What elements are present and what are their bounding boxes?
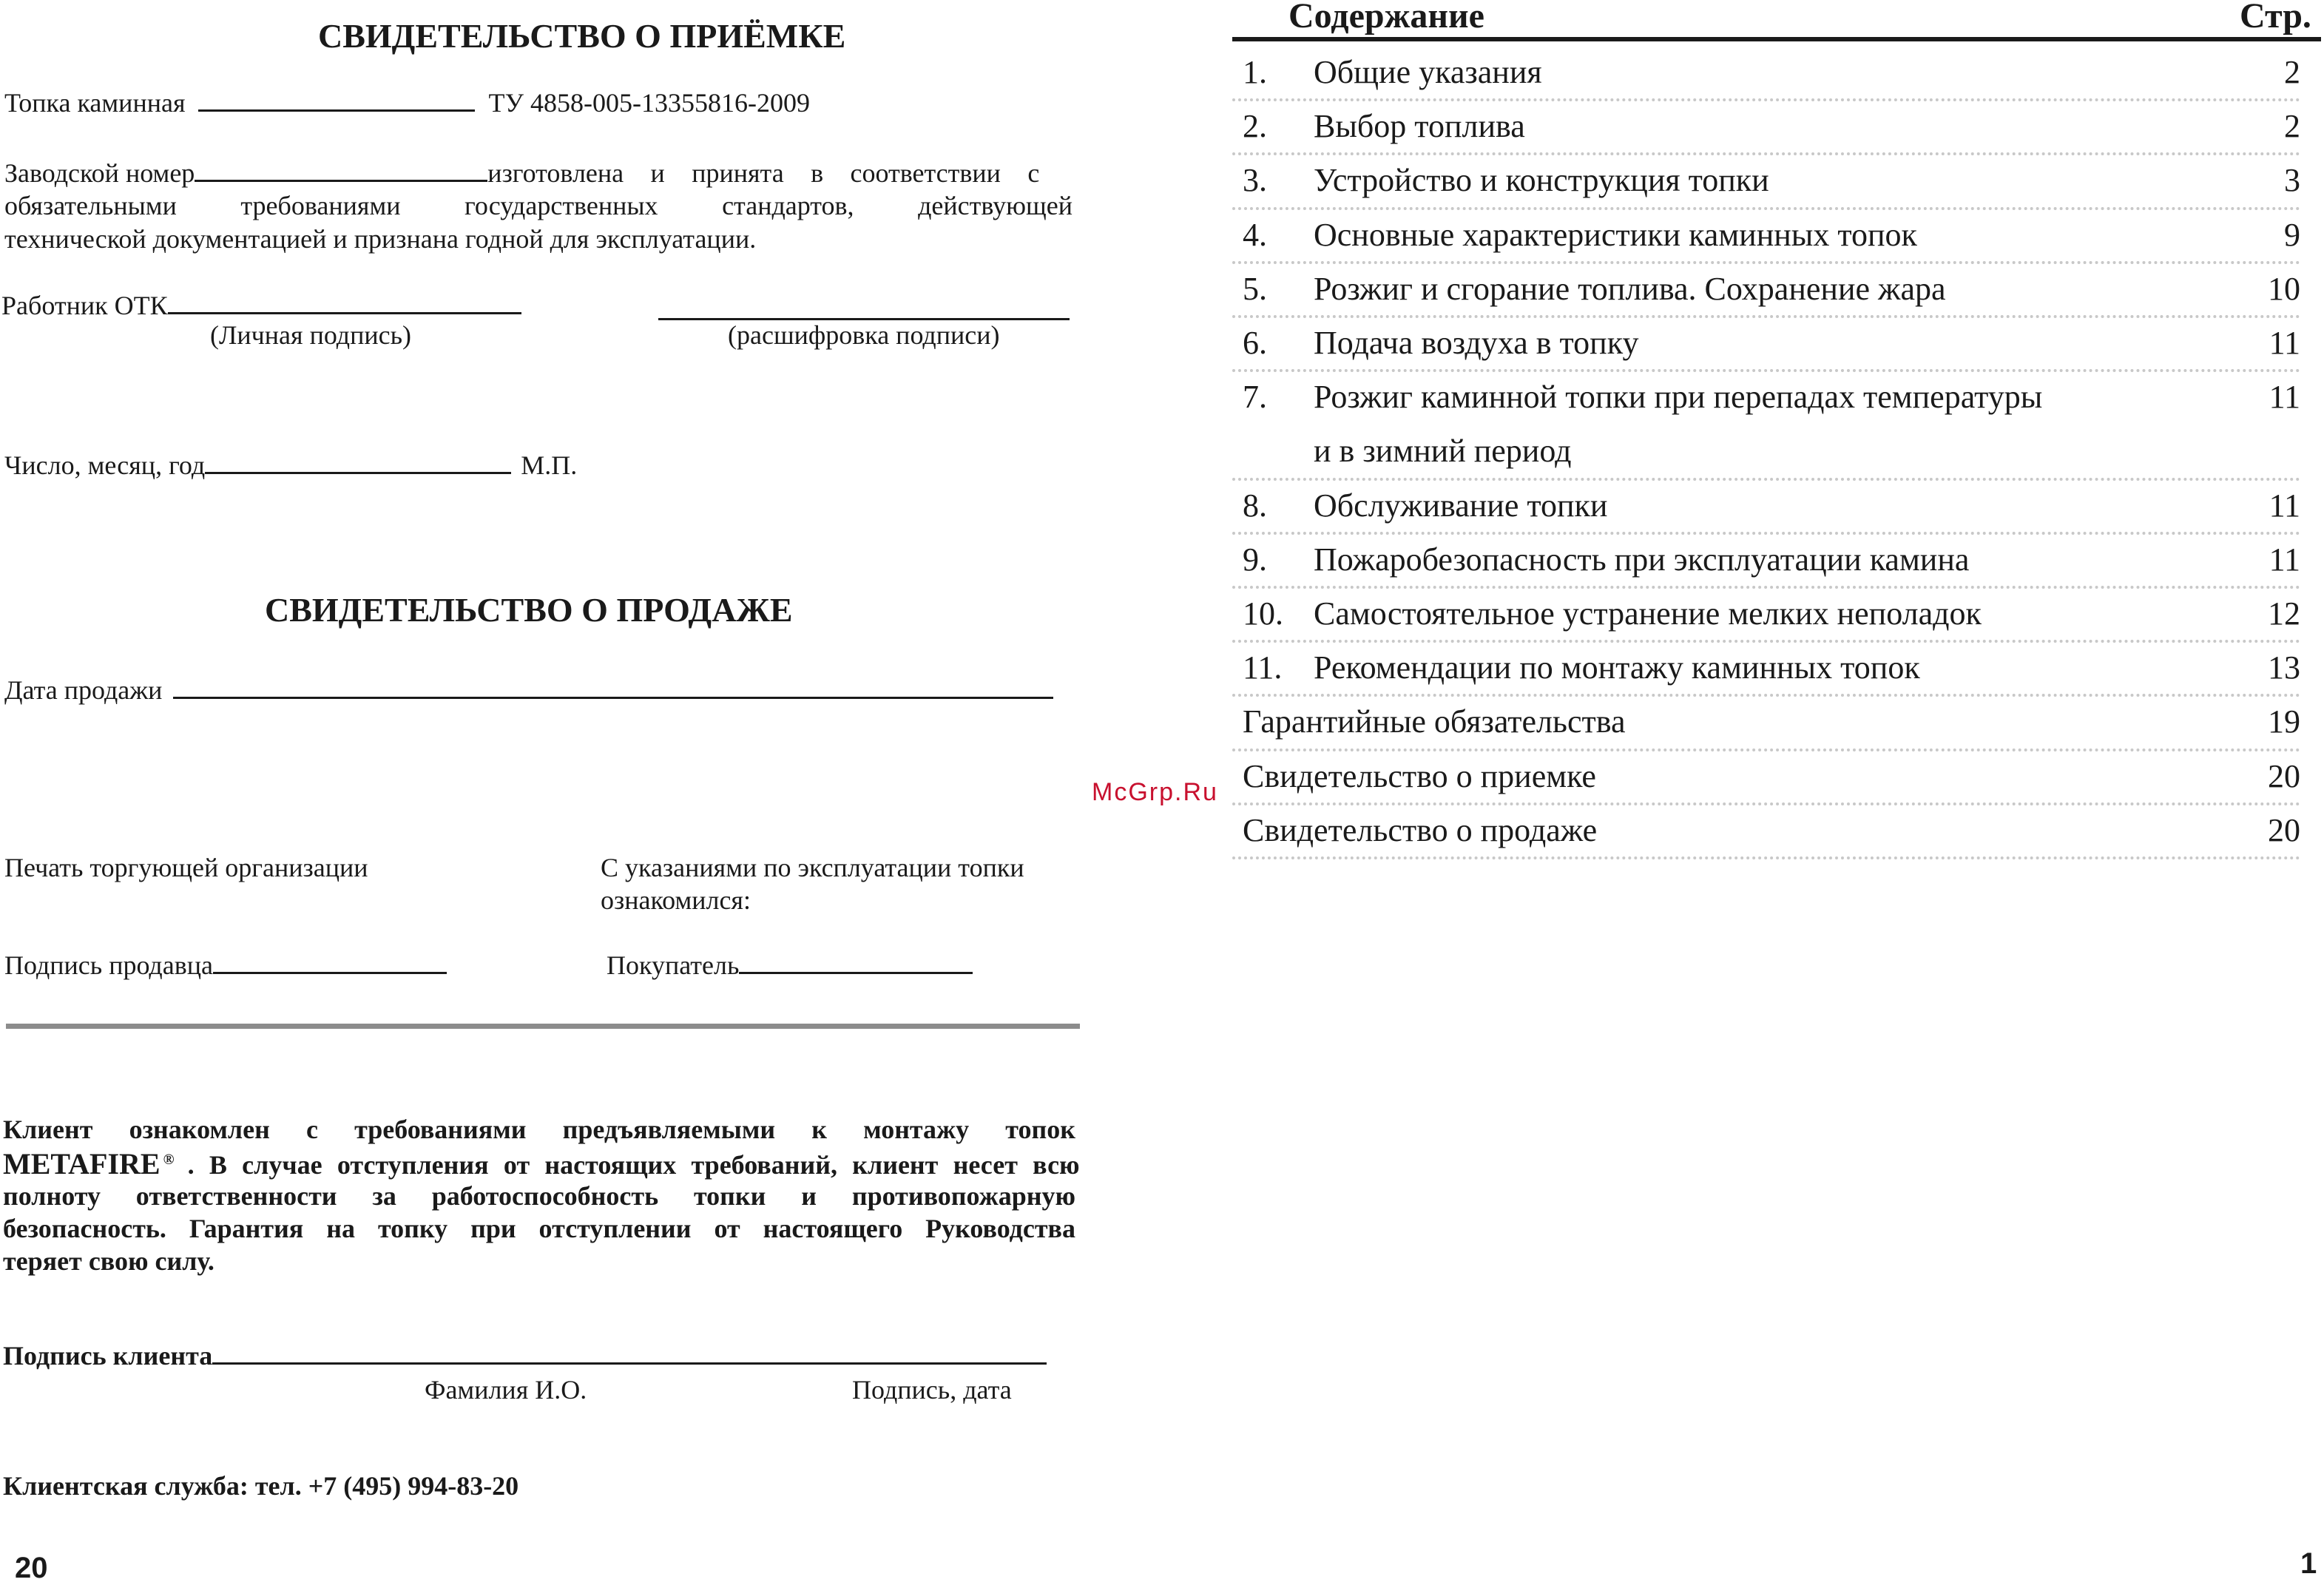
qc-line — [1, 290, 521, 321]
seller-sig-label: Подпись продавца — [4, 950, 213, 980]
firebox-blank[interactable] — [198, 87, 475, 112]
serial-label: Заводской номер — [4, 158, 195, 188]
toc-item-number: 3. — [1243, 162, 1267, 199]
toc-item-title: Розжиг и сгорание топлива. Сохранение жара — [1314, 270, 1946, 307]
notice-line-5: теряет свою силу. — [3, 1246, 215, 1276]
toc-item-title: Свидетельство о приемке — [1243, 757, 1596, 794]
toc-item-page: 11 — [2269, 325, 2300, 361]
toc-item-title: Пожаробезопасность при эксплуатации камина — [1314, 541, 1970, 578]
toc-item-page: 3 — [2284, 162, 2300, 199]
toc-item-title: Выбор топлива — [1314, 108, 1525, 145]
notice-line-3: полноту ответственности за работоспособность топки и противопожарную — [3, 1181, 1075, 1211]
toc-item-title: Розжиг каминной топки при перепадах температуры — [1314, 379, 2043, 416]
toc-item-page: 19 — [2268, 703, 2300, 740]
toc-item-page: 11 — [2269, 379, 2300, 416]
buyer-blank[interactable] — [739, 950, 973, 974]
toc-item-number: 6. — [1243, 325, 1267, 361]
page-number-right: 1 — [2300, 1547, 2317, 1580]
toc-item-title: Общие указания — [1314, 54, 1542, 90]
toc-item[interactable] — [1232, 533, 2300, 587]
serial-blank[interactable] — [195, 158, 487, 182]
toc-item-title: Самостоятельное устранение мелких неполадок — [1314, 595, 1982, 632]
toc-item-title: Основные характеристики каминных топок — [1314, 216, 1917, 253]
notice-line-4: безопасность. Гарантия на топку при отступлении от настоящего Руководства — [3, 1214, 1075, 1243]
client-sig-line — [3, 1340, 1047, 1371]
toc-item-title: Свидетельство о продаже — [1243, 811, 1598, 848]
toc-item[interactable] — [1232, 371, 2300, 425]
spec-text: ТУ 4858-005-13355816-2009 — [488, 88, 810, 118]
shop-stamp: Печать торгующей организации — [4, 853, 368, 882]
toc-item-page: 2 — [2284, 108, 2300, 145]
page-number-left: 20 — [15, 1552, 48, 1584]
toc-item-title: и в зимний период — [1314, 433, 1572, 470]
toc-item[interactable] — [1232, 317, 2300, 371]
serial-text-3: технической документацией и признана годной для эксплуатации. — [4, 224, 757, 254]
toc-item-page: 11 — [2269, 487, 2300, 524]
watermark: McGrp.Ru — [1092, 778, 1218, 806]
toc-dotted-separator — [1232, 856, 2300, 859]
registered-mark: ® — [163, 1152, 175, 1168]
toc-item-title: Рекомендации по монтажу каминных топок — [1314, 649, 1920, 686]
sale-date-label: Дата продажи — [4, 675, 163, 705]
client-sig-blank[interactable] — [212, 1340, 1047, 1365]
section-divider — [6, 1024, 1080, 1029]
serial-line — [4, 158, 1073, 189]
buyer-label: Покупатель — [607, 950, 740, 980]
toc-item-number: 2. — [1243, 108, 1267, 145]
toc-item-number: 8. — [1243, 487, 1267, 524]
qc-label: Работник ОТК — [1, 291, 168, 320]
seller-sig-blank[interactable] — [213, 950, 447, 974]
sale-title: СВИДЕТЕЛЬСТВО О ПРОДАЖЕ — [265, 591, 793, 629]
firebox-line — [4, 87, 810, 118]
toc-item-page: 20 — [2268, 811, 2300, 848]
date-line — [4, 450, 577, 481]
sig-date-caption: Подпись, дата — [852, 1375, 1012, 1405]
sale-date-line — [4, 675, 1053, 706]
toc-item-title: Обслуживание топки — [1314, 487, 1608, 524]
toc-item[interactable] — [1232, 46, 2300, 100]
toc-header: Содержание — [1288, 0, 1484, 36]
toc-item-page: 11 — [2269, 541, 2300, 578]
toc-item[interactable] — [1232, 695, 2300, 749]
toc-item[interactable] — [1232, 479, 2300, 533]
toc-item[interactable] — [1232, 641, 2300, 695]
instructions-1: С указаниями по эксплуатации топки — [601, 853, 1024, 882]
notice-line-2-wrap — [3, 1146, 1080, 1181]
buyer-line — [607, 950, 973, 981]
instructions-2: ознакомился: — [601, 885, 751, 915]
toc-item-page: 2 — [2284, 54, 2300, 90]
brand-name: METAFIRE — [3, 1147, 161, 1180]
toc-item[interactable] — [1232, 750, 2300, 804]
toc-item-title: Гарантийные обязательства — [1243, 703, 1626, 740]
toc-item-number: 7. — [1243, 379, 1267, 416]
seller-line — [4, 950, 447, 981]
toc-item[interactable] — [1232, 263, 2300, 317]
client-sig-label: Подпись клиента — [3, 1341, 213, 1371]
notice-line-1: Клиент ознакомлен с требованиями предъявляемыми к монтажу топок — [3, 1115, 1075, 1144]
toc-item-number: 5. — [1243, 270, 1267, 307]
name-caption: Фамилия И.О. — [425, 1375, 587, 1405]
serial-text-2: обязательными требованиями государственных стандартов, действующей — [4, 191, 1073, 220]
toc-item-number: 1. — [1243, 54, 1267, 90]
toc-item-page: 10 — [2268, 270, 2300, 307]
firebox-label: Топка каминная — [4, 88, 186, 118]
toc-item-title: Устройство и конструкция топки — [1314, 162, 1769, 199]
toc-item-number: 9. — [1243, 541, 1267, 578]
toc-item-page: 20 — [2268, 757, 2300, 794]
qc-signature-blank[interactable] — [168, 290, 521, 314]
date-label: Число, месяц, год — [4, 450, 206, 480]
client-service: Клиентская служба: тел. +7 (495) 994-83-20 — [3, 1471, 519, 1501]
sale-date-blank[interactable] — [173, 675, 1053, 699]
toc-item-page: 12 — [2268, 595, 2300, 632]
decode-caption: (расшифровка подписи) — [728, 320, 1000, 350]
serial-text-1: изготовлена и принята в соответствии с — [487, 158, 1040, 188]
toc-item-title: Подача воздуха в топку — [1314, 325, 1639, 361]
toc-item[interactable] — [1232, 100, 2300, 154]
toc-header-rule — [1232, 37, 2321, 41]
toc-item[interactable] — [1232, 425, 2300, 479]
toc-item-number: 4. — [1243, 216, 1267, 253]
toc-item-number: 11. — [1243, 649, 1283, 686]
toc-item-page: 13 — [2268, 649, 2300, 686]
toc-item-page: 9 — [2284, 216, 2300, 253]
toc-item-number: 10. — [1243, 595, 1283, 632]
toc-item[interactable] — [1232, 209, 2300, 263]
notice-line-2: . В случае отступления от настоящих требований, клиент несет всю — [187, 1150, 1080, 1180]
toc-item[interactable] — [1232, 154, 2300, 208]
toc-item[interactable] — [1232, 587, 2300, 641]
toc-page-header: Стр. — [2240, 0, 2311, 36]
stamp-label: М.П. — [521, 450, 578, 480]
acceptance-title: СВИДЕТЕЛЬСТВО О ПРИЁМКЕ — [318, 17, 846, 55]
toc-item[interactable] — [1232, 804, 2300, 858]
signature-caption: (Личная подпись) — [210, 320, 412, 350]
date-blank[interactable] — [205, 450, 511, 474]
